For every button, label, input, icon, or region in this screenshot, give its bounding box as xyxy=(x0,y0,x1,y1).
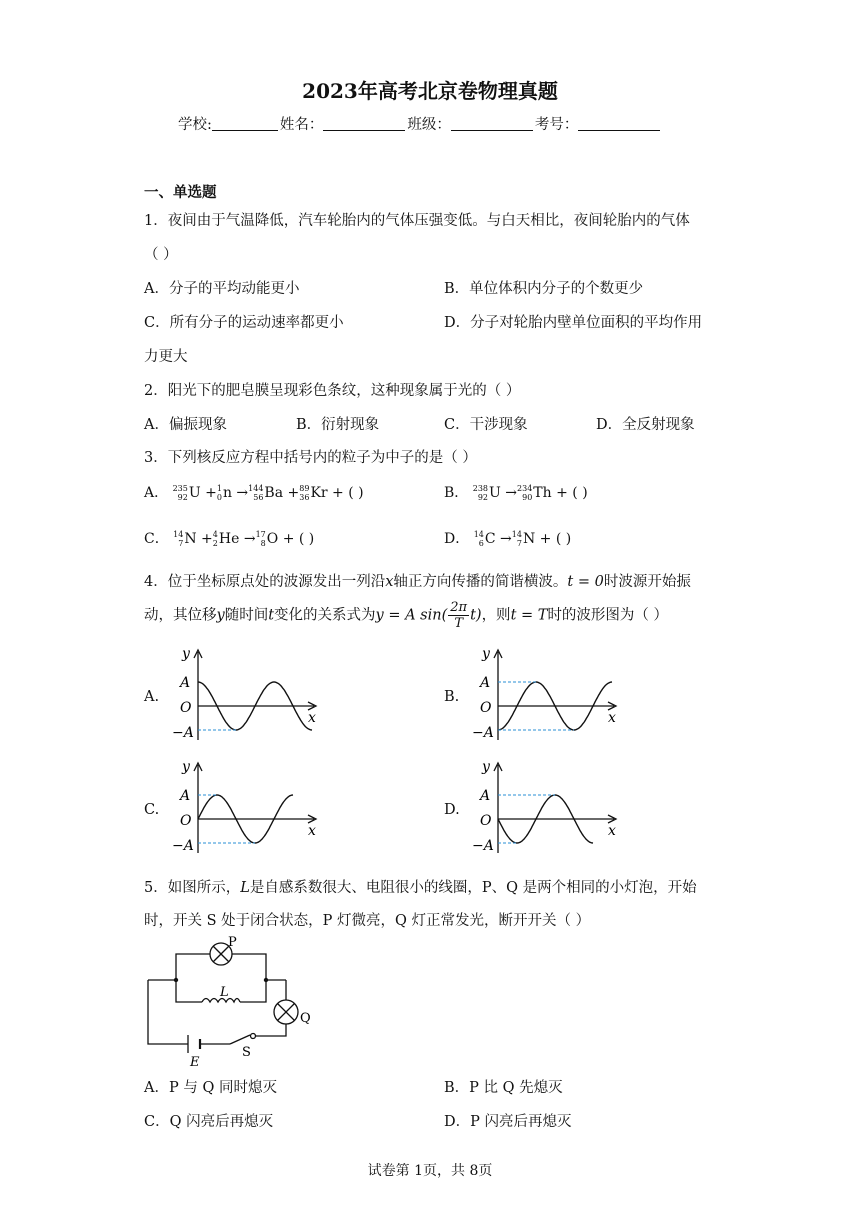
q1-stem-line1: 1．夜间由于气温降低，汽车轮胎内的气体压强变低。与白天相比，夜间轮胎内的气体 xyxy=(144,213,690,229)
q2-option-d: D．全反射现象 xyxy=(596,417,695,433)
student-info-line xyxy=(178,113,662,134)
x-axis-label: x xyxy=(608,710,616,726)
q4-option-b-label: B. xyxy=(444,689,460,705)
q2-option-b: B．衍射现象 xyxy=(296,417,380,433)
q1-option-d-cont: 力更大 xyxy=(144,349,188,365)
q1-option-a: A．分子的平均动能更小 xyxy=(144,281,300,297)
amplitude-label: A xyxy=(480,788,491,804)
exam-no-label: 考号： xyxy=(534,117,579,133)
q2-option-a: A．偏振现象 xyxy=(144,417,227,433)
circuit-label-e: E xyxy=(190,1055,200,1070)
q2-option-c: C．干涉现象 xyxy=(444,417,528,433)
q1-option-c: C．所有分子的运动速率都更小 xyxy=(144,315,344,331)
neg-amplitude-label: −A xyxy=(472,838,494,854)
q4-stem-line2: 动，其位移y随时间t变化的关系式为y = A sin( $\frac{2\pi}{T}$ t)，则t = T时的波形图为（ ） xyxy=(144,600,669,631)
y-axis-label: y xyxy=(482,646,490,662)
q4-wave-graph-d xyxy=(468,757,628,857)
name-blank xyxy=(323,116,405,131)
origin-label: O xyxy=(180,813,192,829)
origin-label: O xyxy=(480,700,492,716)
q2-stem: 2．阳光下的肥皂膜呈现彩色条纹，这种现象属于光的（ ） xyxy=(144,383,521,399)
q5-stem-line2: 时，开关 S 处于闭合状态，P 灯微亮，Q 灯正常发光，断开开关（ ） xyxy=(144,913,591,929)
name-label: 姓名： xyxy=(279,117,324,133)
page-title: 2023年高考北京卷物理真题 xyxy=(302,79,558,103)
circuit-label-l: L xyxy=(220,985,229,1000)
q4-stem-line1: 4．位于坐标原点处的波源发出一列沿x轴正方向传播的简谐横波。t = 0时波源开始振 xyxy=(144,574,691,590)
school-label: 学校: xyxy=(178,117,212,133)
q5-option-d: D．P 闪亮后再熄灭 xyxy=(444,1114,572,1130)
q3-stem: 3．下列核反应方程中括号内的粒子为中子的是（ ） xyxy=(144,450,477,466)
y-axis-label: y xyxy=(182,759,190,775)
q5-stem-line1: 5．如图所示，L是自感系数很大、电阻很小的线圈，P、Q 是两个相同的小灯泡，开始 xyxy=(144,880,697,896)
q3-option-c: C． 14 7 N + 4 2 He → 17 8 O + ( ) xyxy=(144,530,315,548)
q4-fraction: $\frac{2\pi}{T}$ xyxy=(450,600,468,631)
q1-stem-line2: （ ） xyxy=(144,247,178,263)
q4-option-a-label: A. xyxy=(144,689,160,705)
x-axis-label: x xyxy=(608,823,616,839)
q4-wave-graph-c xyxy=(168,757,328,857)
amplitude-label: A xyxy=(180,788,191,804)
amplitude-label: A xyxy=(480,675,491,691)
y-axis-label: y xyxy=(482,759,490,775)
neg-amplitude-label: −A xyxy=(172,725,194,741)
origin-label: O xyxy=(480,813,492,829)
school-blank xyxy=(212,116,278,131)
q3-option-b: B． 238 92 U → 234 90 Th + ( ) xyxy=(444,484,588,502)
circuit-label-q: Q xyxy=(300,1011,311,1026)
amplitude-label: A xyxy=(180,675,191,691)
q5-circuit-diagram xyxy=(140,934,320,1070)
y-axis-label: y xyxy=(182,646,190,662)
neg-amplitude-label: −A xyxy=(472,725,494,741)
q3-option-a: A． 235 92 U + 1 0 n → 144 56 Ba + 89 36 Kr + ( ) xyxy=(144,484,364,502)
x-axis-label: x xyxy=(308,823,316,839)
q5-option-c: C．Q 闪亮后再熄灭 xyxy=(144,1114,274,1130)
origin-label: O xyxy=(180,700,192,716)
q5-option-a: A．P 与 Q 同时熄灭 xyxy=(144,1080,277,1096)
class-blank xyxy=(451,116,533,131)
circuit-label-p: P xyxy=(228,935,237,950)
page-footer: 试卷第 1页，共 8页 xyxy=(367,1163,493,1179)
x-axis-label: x xyxy=(308,710,316,726)
q1-option-d: D．分子对轮胎内壁单位面积的平均作用 xyxy=(444,315,703,331)
q4-wave-graph-a xyxy=(168,644,328,744)
exam-no-blank xyxy=(578,116,660,131)
q3-option-d: D． 14 6 C → 14 7 N + ( ) xyxy=(444,530,572,548)
q4-wave-graph-b xyxy=(468,644,628,744)
circuit-label-s: S xyxy=(242,1045,251,1060)
q1-option-b: B．单位体积内分子的个数更少 xyxy=(444,281,644,297)
q4-option-c-label: C. xyxy=(144,802,160,818)
section-heading: 一、单选题 xyxy=(144,184,217,201)
q4-option-d-label: D. xyxy=(444,802,460,818)
q5-option-b: B．P 比 Q 先熄灭 xyxy=(444,1080,563,1096)
class-label: 班级： xyxy=(407,117,451,133)
neg-amplitude-label: −A xyxy=(172,838,194,854)
